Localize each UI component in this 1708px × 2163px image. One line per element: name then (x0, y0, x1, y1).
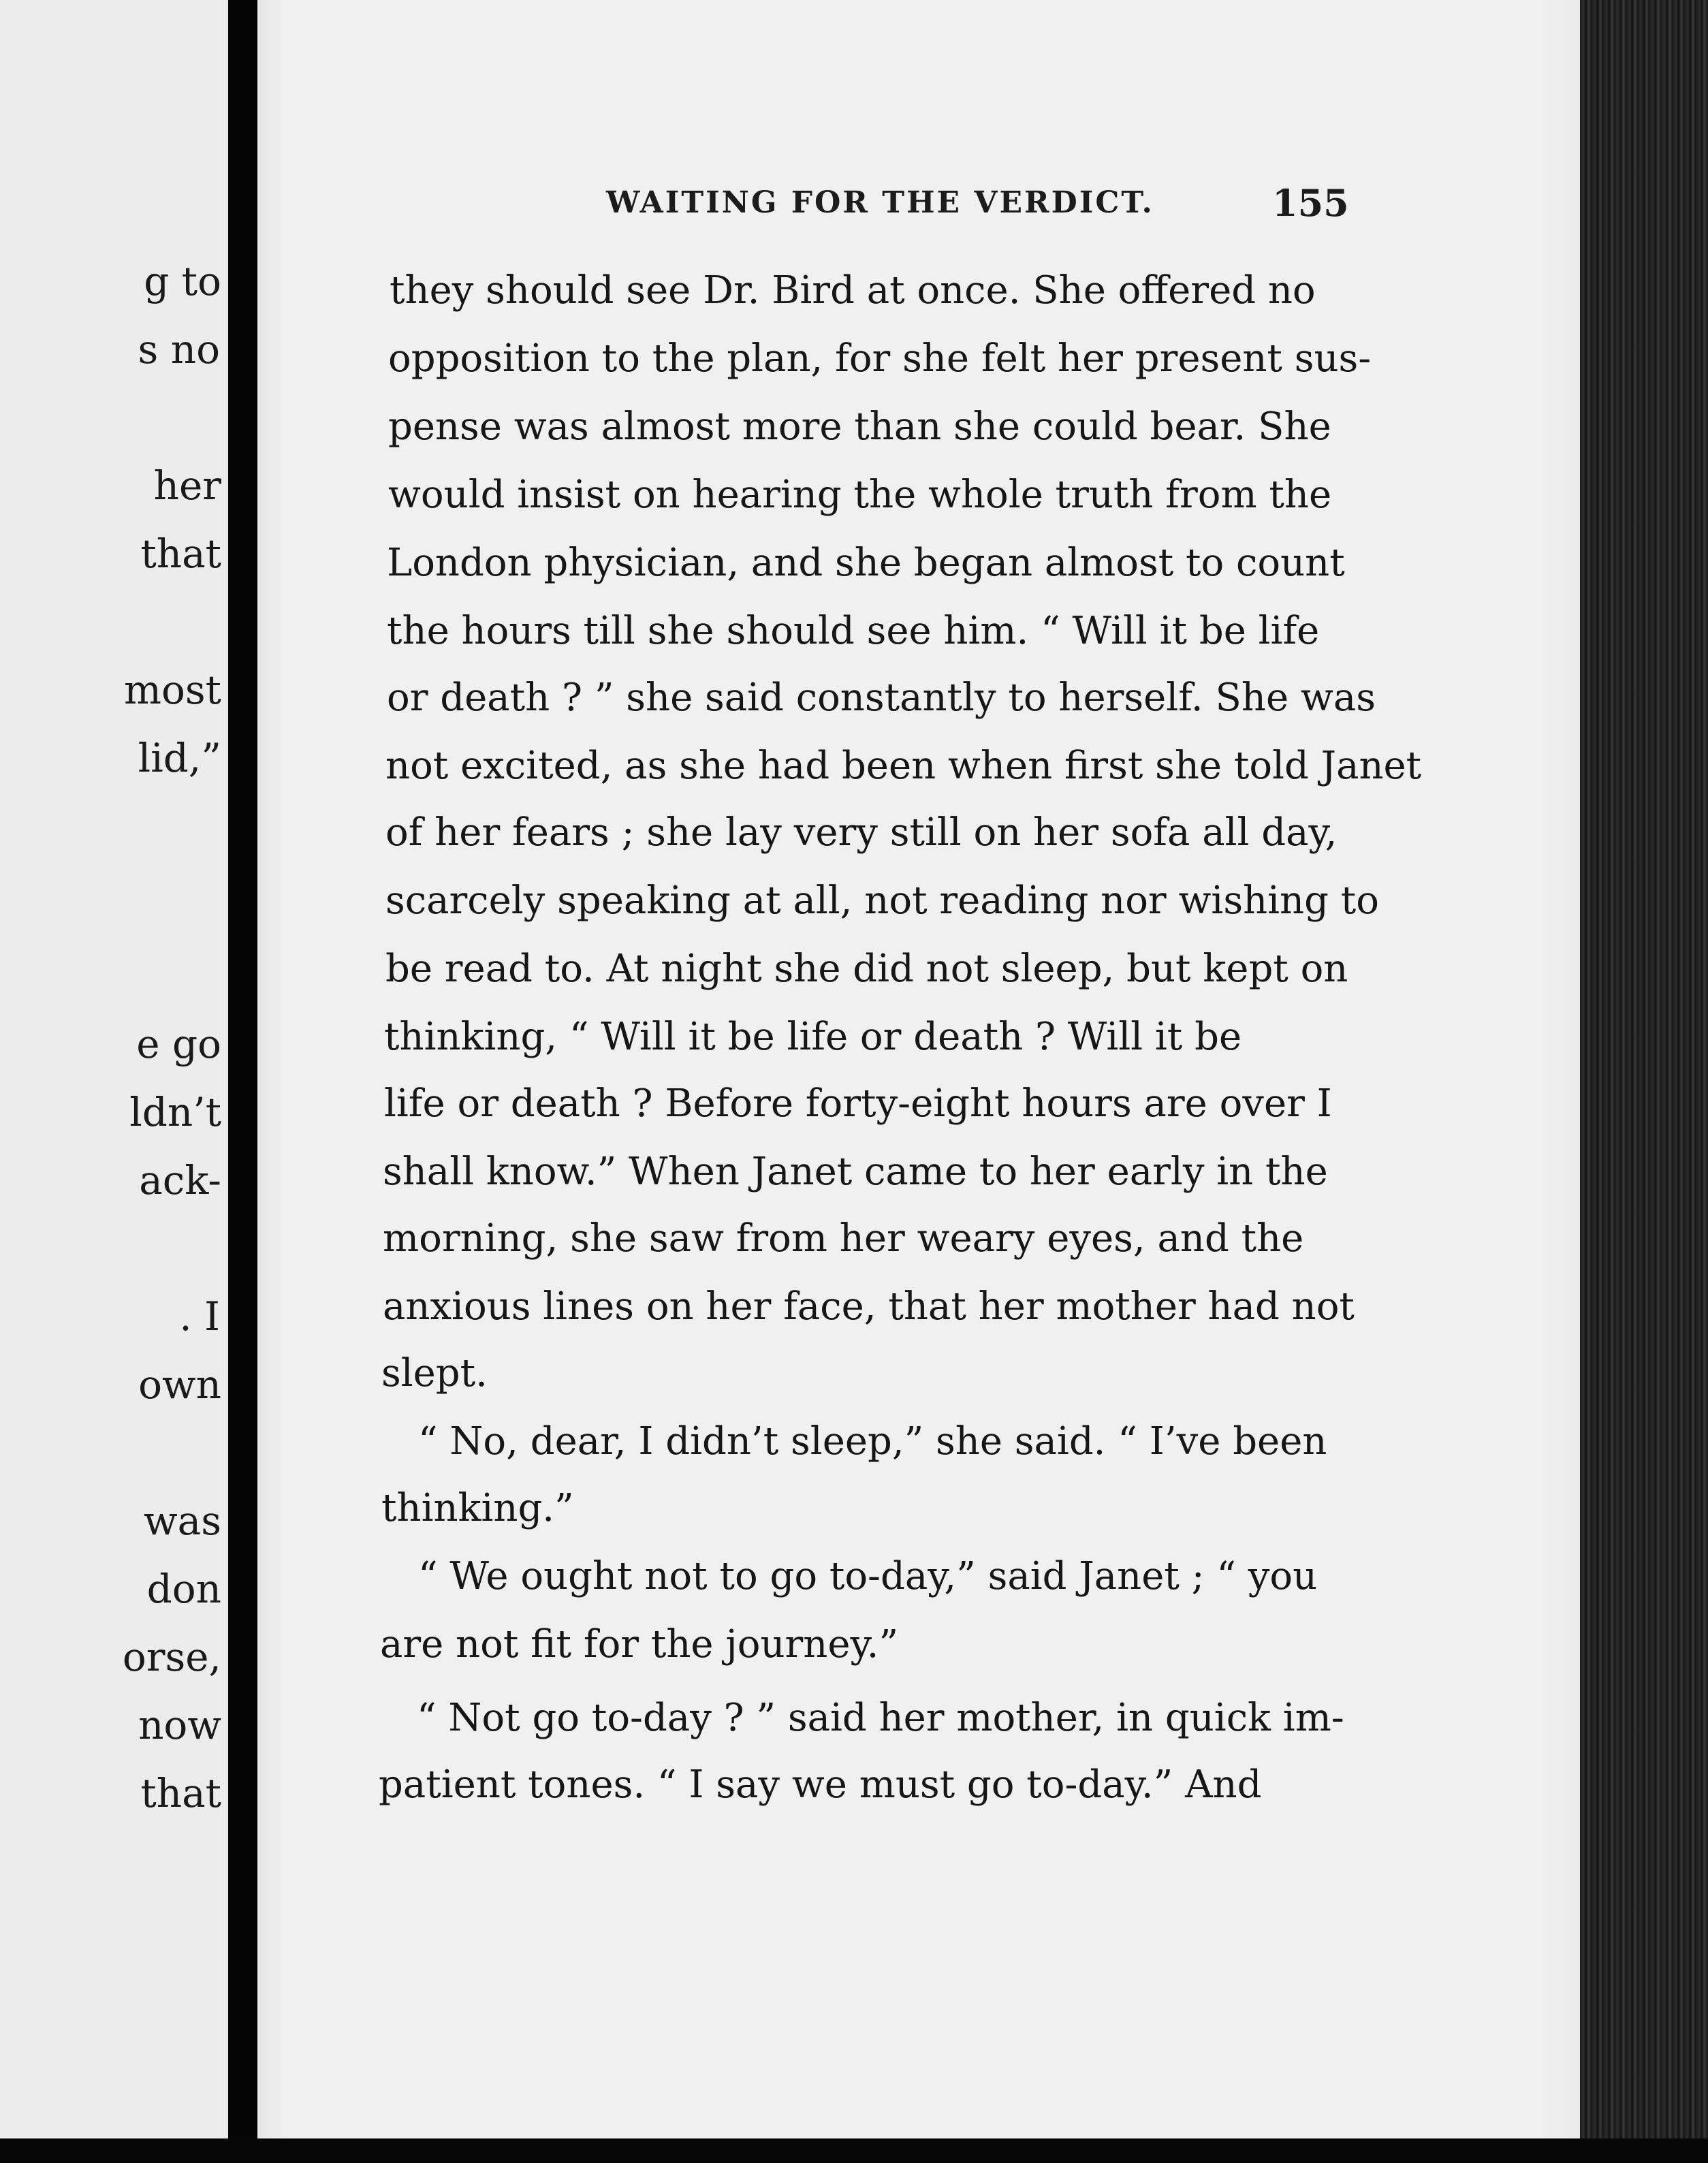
body-line: patient tones. “ I say we must go to-day.” And (379, 1763, 1262, 1807)
body-line: anxious lines on her face, that her mother had not (383, 1284, 1355, 1329)
left-page-fragment: orse, (122, 1634, 221, 1680)
left-page-fragment: lid,” (138, 735, 221, 781)
body-line: shall know.” When Janet came to her early in the (383, 1150, 1328, 1194)
body-line: are not fit for the journey.” (380, 1622, 899, 1667)
body-line: be read to. At night she did not sleep, but kept on (385, 947, 1348, 991)
body-line: thinking.” (381, 1486, 574, 1530)
left-page-fragment: ack- (139, 1157, 221, 1203)
body-line: slept. (381, 1351, 488, 1395)
current-page (257, 0, 1598, 2138)
page-block-edge (1580, 0, 1708, 2163)
left-page-fragment: her (153, 462, 221, 509)
body-line: thinking, “ Will it be life or death ? Will it be (384, 1015, 1242, 1059)
body-line: of her fears ; she lay very still on her sofa all day, (385, 810, 1338, 855)
left-page-fragment: that (140, 1770, 221, 1816)
body-line: the hours till she should see him. “ Will it be life (387, 609, 1320, 653)
left-page-fragment: s no (138, 326, 220, 373)
left-page-fragment: . I (179, 1293, 220, 1340)
body-line: or death ? ” she said constantly to herself. She was (387, 676, 1376, 720)
left-page-fragment: g to (144, 258, 221, 304)
body-line: opposition to the plan, for she felt her present sus- (388, 336, 1372, 381)
left-page-fragment: don (146, 1566, 221, 1612)
body-line: pense was almost more than she could bear. She (388, 405, 1331, 449)
book-gutter (228, 0, 259, 2163)
left-page-fragment: own (138, 1361, 221, 1408)
body-line: “ Not go to-day ? ” said her mother, in quick im- (417, 1696, 1344, 1740)
left-page-fragment: was (144, 1498, 221, 1544)
left-page-fragment: ldn’t (129, 1089, 221, 1135)
page-number: 155 (1272, 181, 1349, 225)
previous-page-edge (0, 0, 228, 2163)
body-line: London physician, and she began almost to count (387, 541, 1345, 585)
left-page-fragment: most (124, 667, 221, 713)
left-page-fragment: e go (136, 1021, 221, 1067)
left-page-fragment: that (140, 531, 221, 577)
body-line: scarcely speaking at all, not reading nor wishing to (385, 879, 1379, 923)
body-line: “ No, dear, I didn’t sleep,” she said. “ I’ve been (418, 1419, 1327, 1464)
body-line: morning, she saw from her weary eyes, and the (383, 1216, 1304, 1261)
body-line: they should see Dr. Bird at once. She offered no (390, 268, 1316, 313)
body-line: “ We ought not to go to-day,” said Janet ; “ you (418, 1554, 1318, 1598)
running-head: WAITING FOR THE VERDICT. (606, 185, 1154, 220)
body-line: not excited, as she had been when first she told Janet (385, 744, 1422, 788)
body-line: life or death ? Before forty-eight hours are over I (384, 1082, 1332, 1126)
scan-bottom-border (0, 2138, 1708, 2163)
body-line: would insist on hearing the whole truth from the (388, 473, 1332, 517)
left-page-fragment: now (138, 1702, 221, 1748)
